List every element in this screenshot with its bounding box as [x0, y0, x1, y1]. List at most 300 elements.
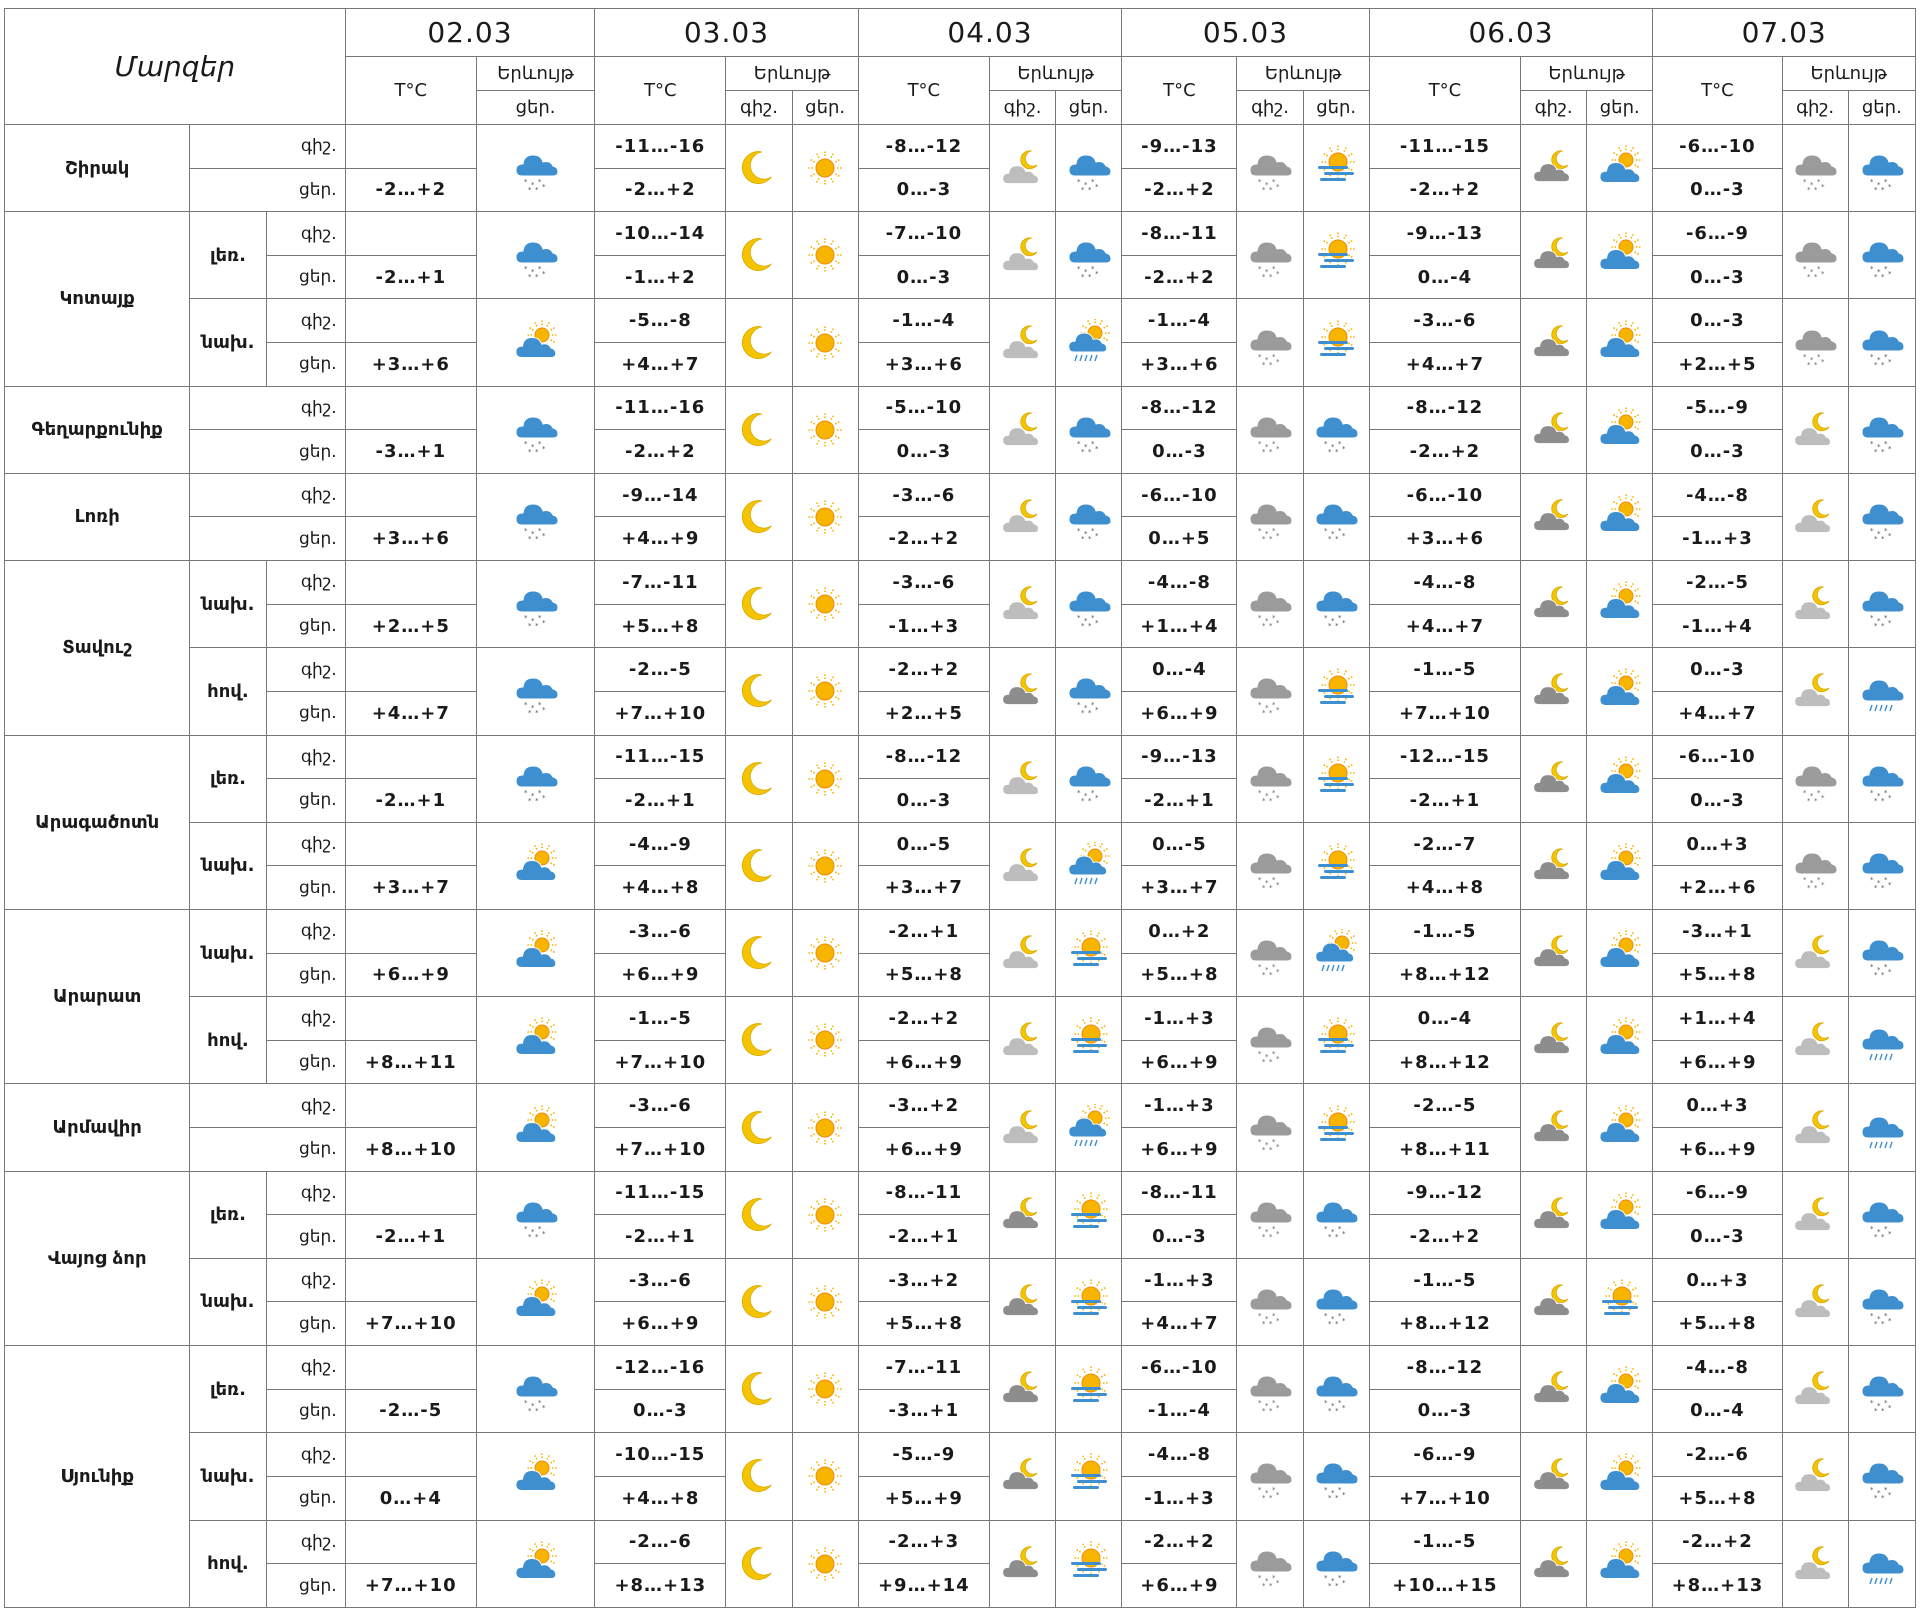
table-row: [5, 561, 1916, 605]
svg-text:*: *: [1265, 355, 1269, 364]
snow-grey-cloud-icon: [1237, 822, 1303, 909]
night-label: գիշ.: [190, 125, 345, 169]
night-temperature: -9…-13: [1369, 212, 1520, 256]
svg-text:*: *: [1083, 791, 1088, 800]
day-temperature: -2…+1: [1122, 779, 1237, 823]
province-name: Լոռի: [5, 473, 190, 560]
day-temperature: +8…+12: [1369, 953, 1520, 997]
svg-text:*: *: [1276, 1055, 1280, 1064]
night-temperature: [345, 473, 476, 517]
night-temperature: 0…-5: [858, 822, 989, 866]
svg-text:*: *: [1265, 268, 1269, 277]
cloud-moon-icon: [1521, 212, 1587, 299]
day-temperature: +6…+9: [1122, 1564, 1237, 1608]
svg-text:*: *: [1338, 1311, 1342, 1320]
night-temperature: [345, 125, 476, 169]
svg-text:*: *: [1083, 617, 1088, 626]
day-label: ցեր.: [266, 343, 345, 387]
svg-text:*: *: [1869, 178, 1874, 187]
table-row: [5, 212, 1916, 256]
night-label: գիշ.: [266, 1433, 345, 1477]
svg-text:*: *: [1883, 1486, 1888, 1495]
partly-cloudy-night-icon: [989, 909, 1055, 996]
day-label: ցեր.: [266, 1040, 345, 1084]
svg-text:*: *: [1883, 439, 1888, 448]
svg-text:*: *: [1258, 1224, 1262, 1233]
moon-icon: [726, 561, 792, 648]
snow-grey-cloud-icon: [1782, 125, 1848, 212]
svg-text:*: *: [1803, 788, 1807, 797]
cloud-moon-icon: [989, 648, 1055, 735]
night-temperature: -3…-6: [858, 473, 989, 517]
night-temperature: 0…-4: [1369, 997, 1520, 1041]
svg-text:*: *: [537, 788, 542, 797]
partly-cloudy-night-icon: [989, 735, 1055, 822]
day-temperature: -2…-5: [345, 1389, 476, 1433]
table-row: [5, 909, 1916, 953]
svg-text:*: *: [1338, 1573, 1342, 1582]
svg-text:*: *: [537, 614, 542, 623]
day-temperature: -2…+1: [345, 255, 476, 299]
svg-text:*: *: [1258, 614, 1262, 623]
day-temperature: +2…+5: [1653, 343, 1782, 387]
svg-text:*: *: [1265, 1402, 1269, 1411]
snow-cloud-icon: [1848, 1346, 1915, 1433]
svg-text:*: *: [1880, 1232, 1885, 1239]
night-temperature: -3…+2: [858, 1084, 989, 1128]
day-label: ցեր.: [190, 430, 345, 474]
night-temperature: -8…-12: [858, 735, 989, 779]
svg-text:*: *: [1090, 788, 1095, 797]
day-temperature: +6…+9: [1122, 1128, 1237, 1172]
svg-text:*: *: [1258, 963, 1262, 972]
night-temperature: -12…-16: [595, 1346, 726, 1390]
day-temperature: +4…+7: [595, 343, 726, 387]
night-temperature: -2…-6: [595, 1520, 726, 1564]
province-name: Սյունիք: [5, 1346, 190, 1608]
night-temperature: -9…-12: [1369, 1171, 1520, 1215]
svg-text:*: *: [1258, 265, 1262, 274]
svg-text:*: *: [1324, 1573, 1328, 1582]
day-temperature: -1…+3: [858, 604, 989, 648]
cloud-moon-icon: [1521, 1084, 1587, 1171]
svg-text:*: *: [1269, 1232, 1273, 1239]
moon-icon: [726, 822, 792, 909]
snow-grey-cloud-icon: [1237, 561, 1303, 648]
svg-text:*: *: [534, 534, 539, 541]
svg-text:*: *: [1258, 1137, 1262, 1146]
svg-text:*: *: [1090, 178, 1095, 187]
day-temperature: +5…+8: [858, 1302, 989, 1346]
day-temperature: 0…-3: [595, 1389, 726, 1433]
day-temperature: +3…+7: [858, 866, 989, 910]
svg-text:*: *: [1873, 1232, 1878, 1239]
svg-text:*: *: [1087, 796, 1092, 803]
day-temperature: +8…+10: [345, 1128, 476, 1172]
svg-text:*: *: [1076, 526, 1081, 535]
svg-text:*: *: [1814, 360, 1818, 367]
fog-sun-icon: [1056, 1346, 1122, 1433]
svg-text:*: *: [1276, 793, 1280, 802]
svg-text:*: *: [1887, 531, 1892, 540]
svg-text:*: *: [1873, 622, 1878, 629]
svg-text:*: *: [1262, 360, 1266, 367]
zone-name: լեռ.: [190, 1171, 266, 1258]
svg-text:*: *: [1262, 883, 1266, 890]
rain-cloud-icon: [1848, 648, 1915, 735]
svg-text:*: *: [1090, 439, 1095, 448]
partly-cloudy-night-icon: [989, 822, 1055, 909]
date-header: 06.03: [1369, 9, 1653, 57]
partly-cloudy-night-icon: [989, 1084, 1055, 1171]
svg-text:*: *: [1887, 880, 1892, 889]
table-row: [5, 299, 1916, 343]
day-temperature: 0…-3: [1653, 430, 1782, 474]
svg-text:*: *: [1887, 357, 1892, 366]
svg-text:*: *: [1821, 183, 1825, 192]
svg-text:*: *: [1821, 793, 1825, 802]
svg-text:*: *: [1883, 963, 1888, 972]
day-temperature: +7…+10: [595, 1128, 726, 1172]
temp-column-header: T°C: [595, 57, 726, 125]
svg-text:*: *: [1873, 1494, 1878, 1501]
night-temperature: -2…-5: [1369, 1084, 1520, 1128]
day-temperature: 0…-3: [1653, 1215, 1782, 1259]
day-temperature: +7…+10: [345, 1564, 476, 1608]
cloud-sun-icon: [1587, 386, 1653, 473]
svg-text:*: *: [1803, 265, 1807, 274]
day-temperature: +8…+11: [1369, 1128, 1520, 1172]
svg-text:*: *: [1265, 1489, 1269, 1498]
svg-text:*: *: [1258, 352, 1262, 361]
snow-cloud-icon: [1056, 473, 1122, 560]
day-temperature: +9…+14: [858, 1564, 989, 1608]
svg-text:*: *: [1331, 1402, 1335, 1411]
svg-text:*: *: [1265, 878, 1269, 887]
svg-text:*: *: [1265, 1053, 1269, 1062]
province-name: Շիրակ: [5, 125, 190, 212]
night-temperature: -9…-13: [1122, 735, 1237, 779]
svg-text:*: *: [1876, 1314, 1881, 1323]
sun-icon: [792, 125, 858, 212]
night-temperature: -6…-10: [1369, 473, 1520, 517]
moon-icon: [726, 386, 792, 473]
day-subheader: ցեր.: [1303, 91, 1369, 125]
sun-icon: [792, 212, 858, 299]
svg-text:*: *: [1090, 614, 1095, 623]
svg-text:*: *: [541, 444, 546, 453]
night-temperature: [345, 1084, 476, 1128]
svg-text:*: *: [1272, 178, 1276, 187]
header-title: Մարզեր: [5, 9, 346, 125]
svg-text:*: *: [1087, 709, 1092, 716]
night-temperature: -8…-12: [1369, 386, 1520, 430]
day-temperature: +5…+8: [595, 604, 726, 648]
svg-text:*: *: [1080, 273, 1085, 280]
cloud-moon-icon: [1521, 1433, 1587, 1520]
svg-text:*: *: [1262, 1145, 1266, 1152]
svg-text:*: *: [1272, 1050, 1276, 1059]
day-temperature: 0…-3: [1653, 779, 1782, 823]
svg-text:*: *: [1276, 444, 1280, 453]
svg-text:*: *: [530, 181, 535, 190]
svg-text:*: *: [1265, 704, 1269, 713]
night-temperature: -2…+2: [858, 997, 989, 1041]
svg-text:*: *: [1272, 1399, 1276, 1408]
partly-cloudy-night-icon: [1782, 648, 1848, 735]
snow-cloud-icon: [1848, 561, 1915, 648]
night-temperature: -2…-5: [1653, 561, 1782, 605]
svg-text:*: *: [1265, 1227, 1269, 1236]
night-label: գիշ.: [266, 299, 345, 343]
svg-text:*: *: [1331, 1314, 1335, 1323]
fog-sun-icon: [1303, 822, 1369, 909]
night-temperature: -8…-11: [1122, 1171, 1237, 1215]
cloud-sun-icon: [476, 1433, 594, 1520]
snow-cloud-icon: [476, 386, 594, 473]
cloud-sun-icon: [1587, 822, 1653, 909]
day-temperature: -1…-4: [1122, 1389, 1237, 1433]
svg-text:*: *: [1887, 183, 1892, 192]
table-row: [5, 997, 1916, 1041]
night-temperature: +1…+4: [1653, 997, 1782, 1041]
rain-cloud-icon: [1848, 1084, 1915, 1171]
svg-text:*: *: [1876, 268, 1881, 277]
svg-text:*: *: [1887, 968, 1892, 977]
fog-sun-icon: [1303, 125, 1369, 212]
date-header: 03.03: [595, 9, 859, 57]
svg-text:*: *: [530, 1402, 535, 1411]
svg-text:*: *: [1873, 273, 1878, 280]
svg-text:*: *: [1869, 352, 1874, 361]
svg-text:*: *: [1269, 971, 1273, 978]
svg-text:*: *: [1821, 357, 1825, 366]
svg-text:*: *: [1331, 442, 1335, 451]
night-temperature: -8…-11: [858, 1171, 989, 1215]
day-subheader: ցեր.: [1056, 91, 1122, 125]
night-temperature: -11…-15: [1369, 125, 1520, 169]
svg-text:*: *: [1094, 706, 1099, 715]
cloud-sun-icon: [1587, 735, 1653, 822]
svg-text:*: *: [1876, 878, 1881, 887]
night-temperature: -3…+1: [1653, 909, 1782, 953]
day-temperature: +6…+9: [345, 953, 476, 997]
snow-grey-cloud-icon: [1782, 212, 1848, 299]
svg-text:*: *: [1276, 968, 1280, 977]
svg-text:*: *: [1262, 447, 1266, 454]
day-temperature: -2…+1: [595, 1215, 726, 1259]
day-temperature: +4…+7: [1122, 1302, 1237, 1346]
partly-cloudy-night-icon: [989, 212, 1055, 299]
table-row: [5, 1084, 1916, 1128]
svg-text:*: *: [1276, 357, 1280, 366]
svg-text:*: *: [1262, 1058, 1266, 1065]
day-temperature: -1…+3: [1653, 517, 1782, 561]
night-label: գիշ.: [266, 1520, 345, 1564]
partly-cloudy-night-icon: [1782, 561, 1848, 648]
svg-text:*: *: [1335, 1319, 1339, 1326]
temp-column-header: T°C: [858, 57, 989, 125]
cloud-sun-icon: [476, 822, 594, 909]
svg-text:*: *: [530, 442, 535, 451]
svg-text:*: *: [1258, 1486, 1262, 1495]
snow-cloud-icon: [1848, 1433, 1915, 1520]
night-label: գիշ.: [266, 997, 345, 1041]
phenomenon-column-header: Երևույթ: [989, 57, 1121, 91]
cloud-sun-icon: [1587, 997, 1653, 1084]
snow-grey-cloud-icon: [1237, 1084, 1303, 1171]
svg-text:*: *: [1276, 1578, 1280, 1587]
night-subheader: գիշ.: [1782, 91, 1848, 125]
cloud-sun-icon: [1587, 561, 1653, 648]
day-temperature: +3…+7: [345, 866, 476, 910]
night-temperature: -6…-10: [1653, 125, 1782, 169]
night-temperature: -4…-8: [1122, 561, 1237, 605]
fog-sun-icon: [1056, 997, 1122, 1084]
table-header: [5, 9, 1916, 125]
svg-text:*: *: [1090, 701, 1095, 710]
night-label: գիշ.: [190, 386, 345, 430]
svg-text:*: *: [1876, 181, 1881, 190]
night-temperature: [345, 909, 476, 953]
rain-sun-icon: [1303, 909, 1369, 996]
svg-text:*: *: [527, 534, 532, 541]
svg-text:*: *: [1076, 614, 1081, 623]
svg-text:*: *: [527, 796, 532, 803]
day-temperature: +4…+8: [595, 1476, 726, 1520]
night-subheader: գիշ.: [1237, 91, 1303, 125]
cloud-sun-icon: [476, 1084, 594, 1171]
day-temperature: -1…+3: [1122, 1476, 1237, 1520]
svg-text:*: *: [1328, 447, 1332, 454]
cloud-sun-icon: [1587, 1520, 1653, 1608]
svg-text:*: *: [523, 265, 528, 274]
cloud-moon-icon: [1521, 909, 1587, 996]
snow-cloud-icon: [1056, 212, 1122, 299]
night-label: գիշ.: [266, 909, 345, 953]
cloud-sun-icon: [476, 1258, 594, 1345]
day-temperature: -2…+2: [858, 517, 989, 561]
svg-text:*: *: [1331, 1489, 1335, 1498]
fog-sun-icon: [1303, 1084, 1369, 1171]
svg-text:*: *: [1269, 622, 1273, 629]
date-header: 07.03: [1653, 9, 1916, 57]
svg-text:*: *: [1880, 186, 1885, 193]
fog-sun-icon: [1303, 299, 1369, 386]
zone-name: հով.: [190, 1520, 266, 1608]
svg-text:*: *: [1331, 617, 1335, 626]
night-temperature: -5…-10: [858, 386, 989, 430]
svg-text:*: *: [1814, 273, 1818, 280]
night-temperature: 0…-4: [1122, 648, 1237, 692]
svg-text:*: *: [1342, 531, 1346, 540]
night-temperature: -1…-4: [1122, 299, 1237, 343]
svg-text:*: *: [1324, 1224, 1328, 1233]
night-temperature: -1…+3: [1122, 997, 1237, 1041]
night-subheader: գիշ.: [1521, 91, 1587, 125]
night-temperature: 0…+3: [1653, 1258, 1782, 1302]
svg-text:*: *: [1880, 360, 1885, 367]
phenomenon-column-header: Երևույթ: [476, 57, 594, 91]
svg-text:*: *: [1338, 1224, 1342, 1233]
svg-text:*: *: [537, 439, 542, 448]
svg-text:*: *: [1272, 352, 1276, 361]
snow-cloud-icon: [1056, 648, 1122, 735]
svg-text:*: *: [1272, 265, 1276, 274]
svg-text:*: *: [534, 186, 539, 193]
snow-cloud-icon: [1303, 1258, 1369, 1345]
day-temperature: +5…+8: [1122, 953, 1237, 997]
svg-text:*: *: [541, 619, 546, 628]
svg-text:*: *: [1883, 265, 1888, 274]
day-label: ցեր.: [266, 1476, 345, 1520]
night-temperature: -2…+2: [858, 648, 989, 692]
svg-text:*: *: [1269, 534, 1273, 541]
svg-text:*: *: [1087, 273, 1092, 280]
fog-sun-icon: [1056, 909, 1122, 996]
day-temperature: +3…+6: [858, 343, 989, 387]
cloud-moon-icon: [989, 1258, 1055, 1345]
night-temperature: -2…-6: [1653, 1433, 1782, 1477]
day-temperature: 0…-3: [1653, 168, 1782, 212]
svg-text:*: *: [1265, 1576, 1269, 1585]
svg-text:*: *: [1080, 534, 1085, 541]
snow-grey-cloud-icon: [1237, 386, 1303, 473]
night-temperature: -9…-13: [1122, 125, 1237, 169]
svg-text:*: *: [523, 788, 528, 797]
svg-text:*: *: [1880, 1319, 1885, 1326]
forecast-table: [4, 8, 1916, 1608]
cloud-moon-icon: [1521, 1258, 1587, 1345]
moon-icon: [726, 125, 792, 212]
svg-text:*: *: [1817, 178, 1821, 187]
svg-text:*: *: [1258, 788, 1262, 797]
snow-grey-cloud-icon: [1237, 1346, 1303, 1433]
moon-icon: [726, 212, 792, 299]
cloud-moon-icon: [1521, 997, 1587, 1084]
svg-text:*: *: [534, 622, 539, 629]
night-temperature: -8…-12: [1122, 386, 1237, 430]
svg-text:*: *: [1807, 360, 1811, 367]
fog-sun-icon: [1056, 1520, 1122, 1608]
snow-cloud-icon: [1303, 1433, 1369, 1520]
day-temperature: +5…+8: [858, 953, 989, 997]
day-temperature: +5…+8: [1653, 953, 1782, 997]
svg-text:*: *: [1810, 268, 1814, 277]
phenomenon-column-header: Երևույթ: [1237, 57, 1369, 91]
partly-cloudy-night-icon: [1782, 1258, 1848, 1345]
zone-name: նախ.: [190, 1258, 266, 1345]
day-temperature: 0…-3: [858, 168, 989, 212]
svg-text:*: *: [1810, 181, 1814, 190]
day-temperature: +8…+12: [1369, 1302, 1520, 1346]
cloud-moon-icon: [989, 1520, 1055, 1608]
day-temperature: 0…-4: [1653, 1389, 1782, 1433]
day-temperature: -2…+2: [595, 430, 726, 474]
svg-text:*: *: [1272, 439, 1276, 448]
svg-text:*: *: [1262, 1319, 1266, 1326]
snow-cloud-icon: [476, 125, 594, 212]
svg-text:*: *: [1087, 622, 1092, 629]
svg-text:*: *: [530, 529, 535, 538]
day-temperature: +6…+9: [858, 1040, 989, 1084]
night-temperature: -6…-9: [1369, 1433, 1520, 1477]
day-temperature: +8…+11: [345, 1040, 476, 1084]
svg-text:*: *: [1887, 1491, 1892, 1500]
snow-grey-cloud-icon: [1237, 909, 1303, 996]
svg-text:*: *: [527, 273, 532, 280]
province-name: Արագածոտն: [5, 735, 190, 909]
